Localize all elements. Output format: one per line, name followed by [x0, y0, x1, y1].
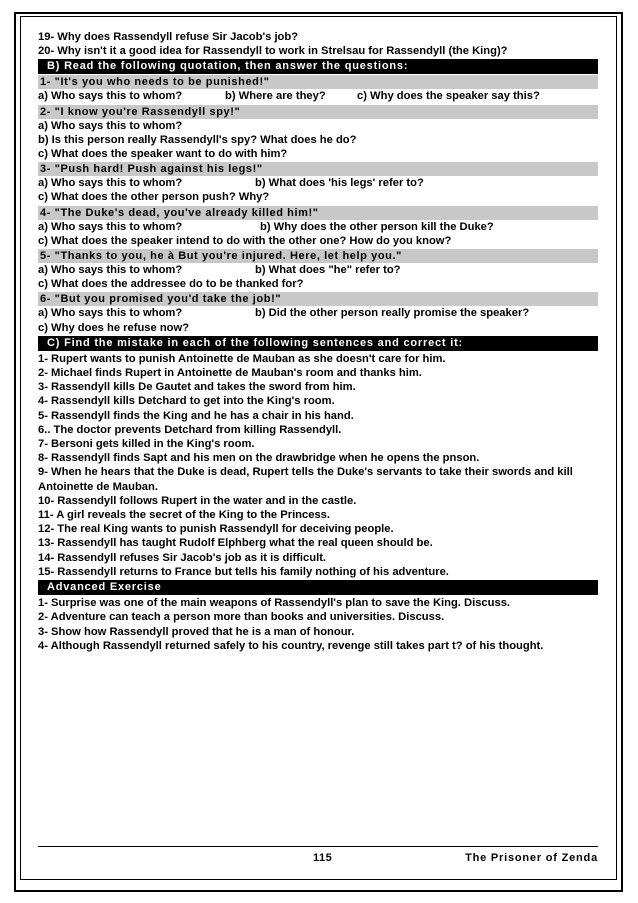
quote-1-questions-row — [38, 89, 598, 103]
mistake-item-10: 10- Rassendyll follows Rupert in the water and in the castle. — [38, 494, 357, 507]
mistake-item-15: 15- Rassendyll returns to France but tells his family nothing of his adventure. — [38, 565, 449, 578]
mistake-item-4: 4- Rassendyll kills Detchard to get into the King's room. — [38, 395, 335, 408]
quote-1: 1- "It's you who needs to be punished!" — [38, 75, 598, 89]
question-a: a) Who says this to whom? — [38, 90, 183, 103]
mistake-item-8: 8- Rassendyll finds Sapt and his men on the drawbridge when he opens the pnson. — [38, 452, 480, 465]
worksheet-content — [38, 30, 598, 653]
mistake-item-12: 12- The real King wants to punish Rassendyll for deceiving people. — [38, 523, 394, 536]
advanced-item-1: 1- Surprise was one of the main weapons of Rassendyll's plan to save the King. Discuss. — [38, 597, 511, 610]
mistake-item-13: 13- Rassendyll has taught Rudolf Elphberg what the real queen should be. — [38, 537, 433, 550]
mistake-item-11: 11- A girl reveals the secret of the King to the Princess. — [38, 509, 331, 522]
quote-4: 4- "The Duke's dead, you've already killed him!" — [38, 206, 598, 220]
question-19: 19- Why does Rassendyll refuse Sir Jacob's job? — [38, 31, 299, 43]
section-b-header: B) Read the following quotation, then answer the questions: — [38, 59, 598, 74]
mistake-item-14: 14- Rassendyll refuses Sir Jacob's job as it is difficult. — [38, 551, 327, 564]
mistake-item-9: 9- When he hears that the Duke is dead, Rupert tells the Duke's servants to take their swords and kill Antoinette de Mauban. — [38, 466, 573, 493]
question-c: c) What does the speaker intend to do with the other one? How do you know? — [38, 234, 452, 247]
mistake-item-2: 2- Michael finds Rupert in Antoinette de Mauban's room and thanks him. — [38, 367, 422, 380]
mistake-item-5: 5- Rassendyll finds the King and he has a chair in his hand. — [38, 409, 354, 422]
advanced-item-4: 4- Although Rassendyll returned safely to his country, revenge still takes part t? of his thought. — [38, 639, 544, 652]
advanced-item-3: 3- Show how Rassendyll proved that he is a man of honour. — [38, 625, 355, 638]
question-a: a) Who says this to whom? — [38, 264, 183, 277]
mistake-item-1: 1- Rupert wants to punish Antoinette de Mauban as she doesn't care for him. — [38, 352, 446, 365]
question-a: a) Who says this to whom? — [38, 119, 183, 132]
page-number: 115 — [313, 852, 333, 864]
question-a: a) Who says this to whom? — [38, 307, 183, 320]
question-c: c) Why does the speaker say this? — [357, 90, 540, 103]
quote-6-questions-row — [38, 306, 598, 320]
question-c: c) Why does he refuse now? — [38, 321, 190, 334]
mistake-item-7: 7- Bersoni gets killed in the King's room. — [38, 438, 255, 451]
question-b: b) What does "he" refer to? — [255, 264, 401, 277]
quote-3-questions-row — [38, 176, 598, 190]
question-b: b) Where are they? — [225, 90, 326, 103]
page-footer — [38, 846, 598, 864]
mistake-item-3: 3- Rassendyll kills De Gautet and takes the sword from him. — [38, 381, 356, 394]
section-c-header: C) Find the mistake in each of the following sentences and correct it: — [38, 336, 598, 351]
question-c: c) What does the addressee do to be thanked for? — [38, 278, 304, 291]
quote-3: 3- "Push hard! Push against his legs!" — [38, 162, 598, 176]
advanced-item-2: 2- Adventure can teach a person more than books and universities. Discuss. — [38, 611, 445, 624]
question-c: c) What does the other person push? Why? — [38, 191, 270, 204]
mistake-item-6: 6.. The doctor prevents Detchard from killing Rassendyll. — [38, 423, 342, 436]
question-a: a) Who says this to whom? — [38, 177, 183, 190]
question-b: b) Did the other person really promise the speaker? — [255, 307, 530, 320]
question-20: 20- Why isn't it a good idea for Rassendyll to work in Strelsau for Rassendyll (the King)? — [38, 45, 508, 58]
quote-5: 5- "Thanks to you, he à But you're injured. Here, let help you." — [38, 249, 598, 263]
quote-6: 6- "But you promised you'd take the job!" — [38, 292, 598, 306]
question-c: c) What does the speaker want to do with him? — [38, 148, 288, 161]
quote-5-questions-row — [38, 263, 598, 277]
question-b: b) Is this person really Rassendyll's spy? What does he do? — [38, 133, 357, 146]
question-b: b) What does 'his legs' refer to? — [255, 177, 424, 190]
advanced-exercise-header: Advanced Exercise — [38, 580, 598, 595]
book-title: The Prisoner of Zenda — [465, 852, 598, 864]
quote-4-questions-row — [38, 220, 598, 234]
question-b: b) Why does the other person kill the Duke? — [260, 220, 494, 233]
quote-2: 2- "I know you're Rassendyll spy!" — [38, 105, 598, 119]
question-a: a) Who says this to whom? — [38, 220, 183, 233]
